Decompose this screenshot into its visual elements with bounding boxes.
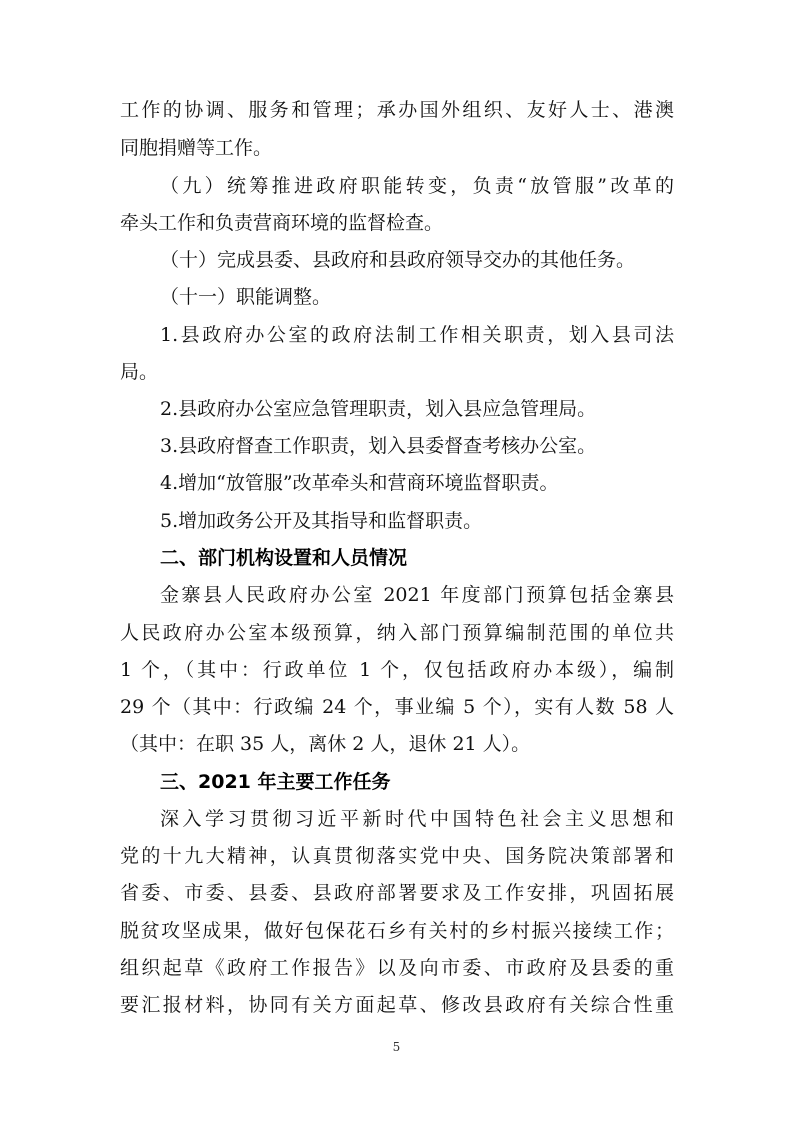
body-line: （十）完成县委、县政府和县政府领导交办的其他任务。 [160,249,636,271]
body-line: 同胞捐赠等工作。 [120,137,273,159]
body-line: 人民政府办公室本级预算，纳入部门预算编制范围的单位共 [120,622,674,644]
body-line: 5.增加政务公开及其指导和监督职责。 [160,510,483,532]
body-line: （其中：在职 35 人，离休 2 人，退休 21 人）。 [120,733,531,755]
body-line: 1 个，（其中：行政单位 1 个，仅包括政府办本级），编制 [120,659,674,681]
body-line: 4.增加“放管服”改革牵头和营商环境监督职责。 [160,472,559,494]
section-heading: 二、部门机构设置和人员情况 [160,547,408,569]
body-line: 金寨县人民政府办公室 2021 年度部门预算包括金寨县 [160,584,674,606]
body-line: 29 个（其中：行政编 24 个，事业编 5 个），实有人数 58 人 [120,696,674,718]
body-line: 党的十九大精神，认真贯彻落实党中央、国务院决策部署和 [120,845,674,867]
section-heading: 三、2021 年主要工作任务 [160,771,391,793]
body-line: （十一）职能调整。 [160,286,332,308]
body-line: 3.县政府督查工作职责，划入县委督查考核办公室。 [160,435,597,457]
page-number: 5 [392,1040,401,1054]
body-line: 深入学习贯彻习近平新时代中国特色社会主义思想和 [160,808,674,830]
body-line: 工作的协调、服务和管理；承办国外组织、友好人士、港澳 [120,99,674,121]
body-line: 脱贫攻坚成果，做好包保花石乡有关村的乡村振兴接续工作； [120,920,674,942]
body-line: 省委、市委、县委、县政府部署要求及工作安排，巩固拓展 [120,882,674,904]
body-line: 2.县政府办公室应急管理职责，划入县应急管理局。 [160,398,597,420]
body-line: 要汇报材料，协同有关方面起草、修改县政府有关综合性重 [120,994,674,1016]
body-line: 牵头工作和负责营商环境的监督检查。 [120,212,444,234]
body-line: （九）统筹推进政府职能转变，负责“放管服”改革的 [160,175,674,197]
body-line: 1.县政府办公室的政府法制工作相关职责，划入县司法 [160,324,674,346]
body-line: 局。 [120,361,159,383]
body-line: 组织起草《政府工作报告》以及向市委、市政府及县委的重 [120,957,674,979]
